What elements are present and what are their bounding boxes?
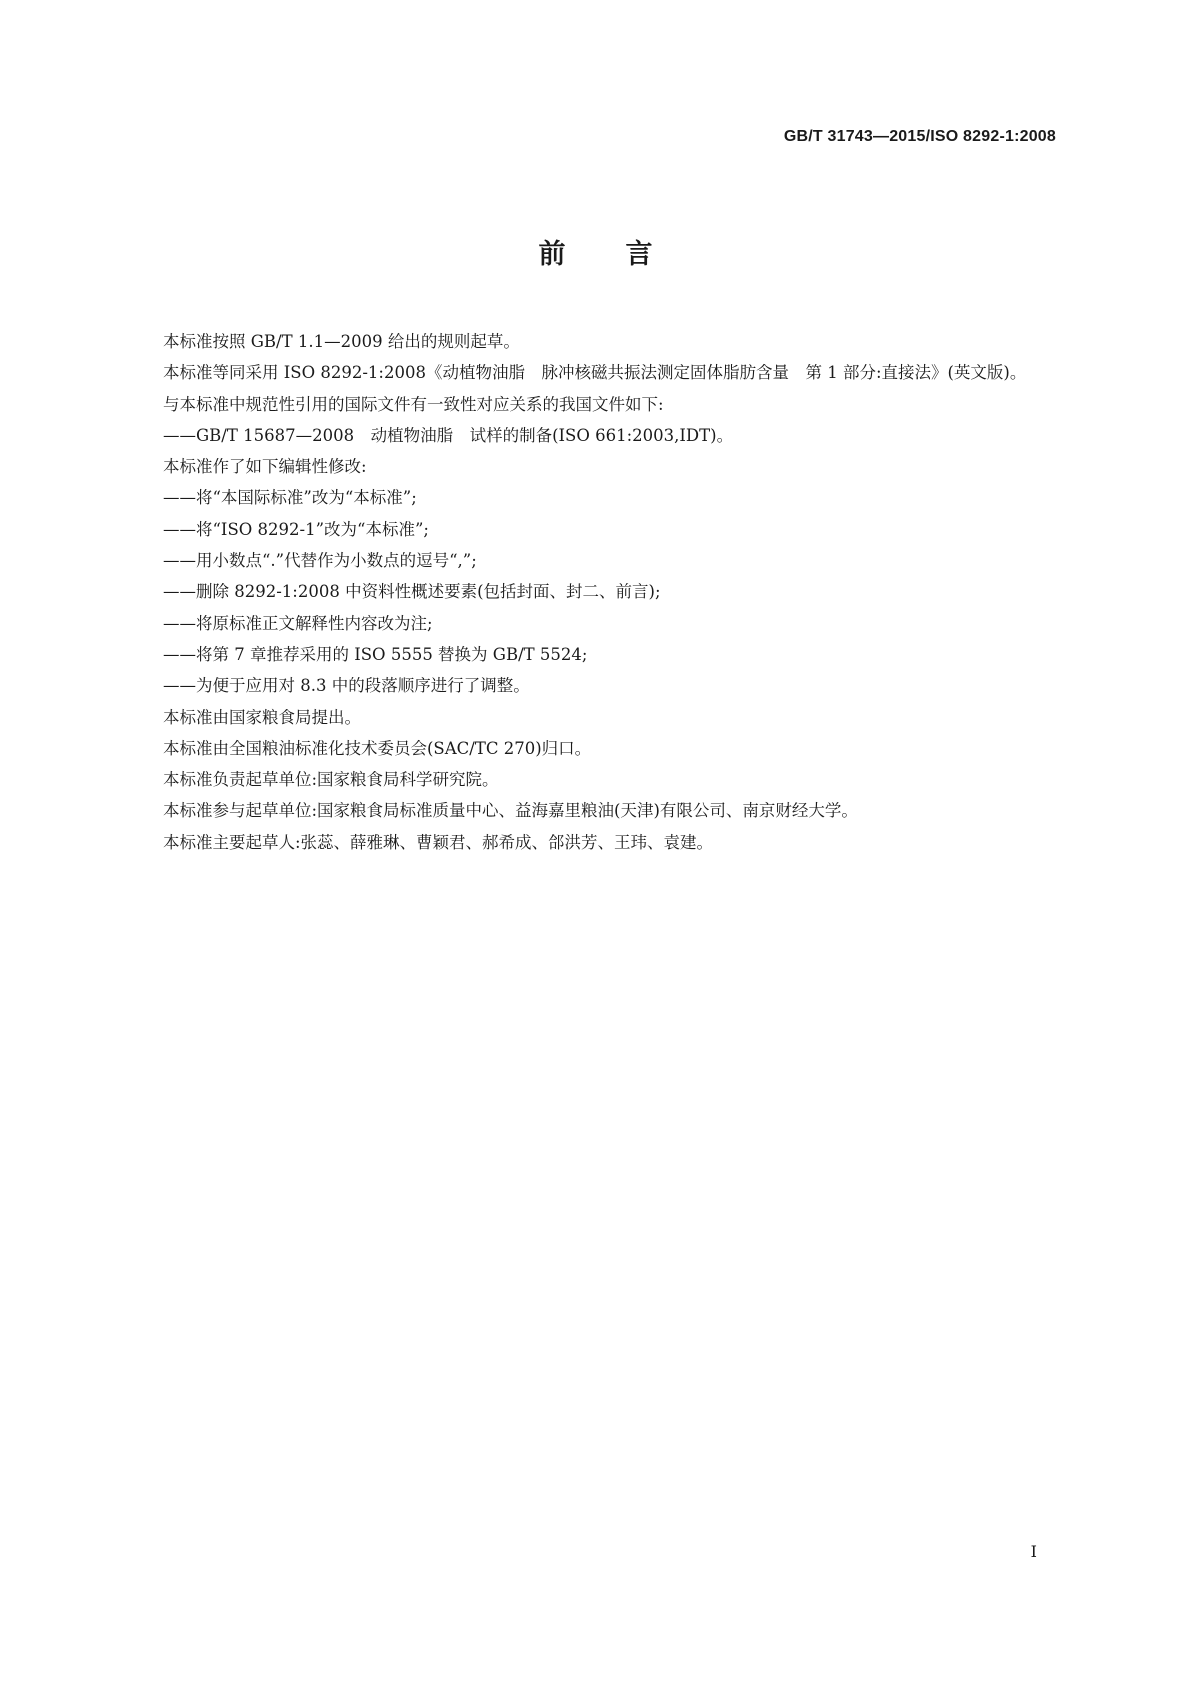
paragraph: 本标准等同采用 ISO 8292-1:2008《动植物油脂 脉冲核磁共振法测定固体脂肪含量 第 1 部分:直接法》(英文版)。	[163, 363, 1027, 383]
paragraph: 本标准由国家粮食局提出。	[163, 707, 361, 727]
list-item: ——为便于应用对 8.3 中的段落顺序进行了调整。	[163, 676, 530, 696]
paragraph: 本标准主要起草人:张蕊、薛雅琳、曹颖君、郝希成、郃洪芳、王玮、袁建。	[163, 832, 714, 852]
list-item: ——将“本国际标准”改为“本标准”;	[163, 488, 417, 508]
paragraph: 本标准作了如下编辑性修改:	[163, 457, 367, 477]
list-item: ——GB/T 15687—2008 动植物油脂 试样的制备(ISO 661:2003,IDT)。	[163, 425, 734, 445]
list-item: ——将原标准正文解释性内容改为注;	[163, 613, 433, 633]
paragraph: 与本标准中规范性引用的国际文件有一致性对应关系的我国文件如下:	[163, 394, 664, 414]
paragraph: 本标准由全国粮油标准化技术委员会(SAC/TC 270)归口。	[163, 738, 592, 758]
list-item: ——将“ISO 8292-1”改为“本标准”;	[163, 519, 429, 539]
list-item: ——删除 8292-1:2008 中资料性概述要素(包括封面、封二、前言);	[163, 582, 661, 602]
list-item: ——将第 7 章推荐采用的 ISO 5555 替换为 GB/T 5524;	[163, 644, 588, 664]
page-number: I	[1030, 1542, 1037, 1561]
standard-code-header: GB/T 31743—2015/ISO 8292-1:2008	[783, 128, 1056, 145]
list-item: ——用小数点“.”代替作为小数点的逗号“,”;	[163, 551, 477, 571]
paragraph: 本标准按照 GB/T 1.1—2009 给出的规则起草。	[163, 332, 520, 351]
paragraph: 本标准参与起草单位:国家粮食局标准质量中心、益海嘉里粮油(天津)有限公司、南京财经大学。	[163, 801, 858, 821]
foreword-body	[130, 326, 1060, 858]
paragraph: 本标准负责起草单位:国家粮食局科学研究院。	[163, 770, 499, 790]
page-title: 前言	[538, 239, 713, 270]
